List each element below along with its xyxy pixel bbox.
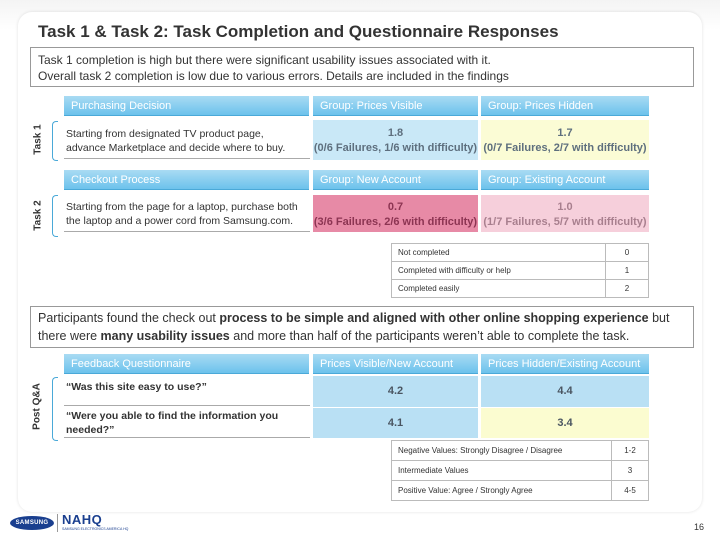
- qa-q2-line-2: needed?”: [66, 424, 115, 436]
- legend-label: Positive Value: Agree / Strongly Agree: [392, 481, 612, 501]
- page-number: 16: [693, 522, 704, 532]
- summary-box: [30, 47, 694, 87]
- legend-label: Completed with difficulty or help: [392, 262, 606, 280]
- legend-row: [392, 244, 649, 262]
- legend-row: [392, 280, 649, 298]
- legend-value: 1: [606, 262, 649, 280]
- task2-group-b-result: [481, 195, 649, 232]
- legend-value: 0: [606, 244, 649, 262]
- summary-line-2: Overall task 2 completion is low due to various errors. Details are included in the findings: [38, 69, 509, 83]
- findings-text-3: and more than half of the participants weren’t able to complete the task.: [229, 329, 630, 343]
- legend-value: 4-5: [612, 481, 649, 501]
- task1-brace: [52, 121, 58, 161]
- task1-side-label: Task 1: [32, 124, 44, 155]
- nahq-logo: NAHQ: [62, 512, 103, 527]
- qa-side-label: Post Q&A: [31, 383, 43, 430]
- legend-row: [392, 441, 649, 461]
- findings-text-2: but there were: [38, 311, 670, 343]
- samsung-logo: SAMSUNG: [10, 516, 54, 530]
- footer-divider: [57, 514, 58, 532]
- legend-label: Negative Values: Strongly Disagree / Disagree: [392, 441, 612, 461]
- qa-col-a-header: Prices Visible/New Account: [313, 354, 478, 374]
- findings-bold-2: many usability issues: [100, 329, 230, 343]
- task2-brace: [52, 195, 58, 237]
- legend-row: [392, 461, 649, 481]
- legend-label: Completed easily: [392, 280, 606, 298]
- task1-a-detail: (0/6 Failures, 1/6 with difficulty): [313, 142, 478, 154]
- task1-group-b-header: Group: Prices Hidden: [481, 96, 649, 116]
- findings-text-1: Participants found the check out: [38, 311, 220, 325]
- task1-b-detail: (0/7 Failures, 2/7 with difficulty): [483, 142, 647, 154]
- task2-side-label: Task 2: [32, 200, 44, 231]
- task1-group-a-result: [313, 120, 478, 160]
- task2-group-b-header: Group: Existing Account: [481, 170, 649, 190]
- qa-question-2: [64, 408, 310, 438]
- legend-row: [392, 262, 649, 280]
- qa-brace: [52, 377, 58, 441]
- task2-a-value: 0.7: [387, 201, 404, 213]
- task2-desc-line-1: Starting from the page for a laptop, purchase both: [66, 201, 298, 213]
- completion-legend: [391, 243, 649, 298]
- nahq-subtitle: SAMSUNG ELECTRONICS AMERICA HQ: [62, 527, 129, 531]
- page-title: Task 1 & Task 2: Task Completion and Questionnaire Responses: [38, 22, 559, 41]
- qa-q2-col-b: 3.4: [481, 408, 649, 438]
- qa-q1-col-b: 4.4: [481, 376, 649, 407]
- findings-bold-1: process to be simple and aligned with other online shopping experience: [219, 311, 649, 325]
- legend-label: Intermediate Values: [392, 461, 612, 481]
- qa-q1-col-a: 4.2: [313, 376, 478, 407]
- task2-a-detail: (3/6 Failures, 2/6 with difficulty): [313, 216, 478, 228]
- questionnaire-legend: [391, 440, 649, 501]
- legend-label: Not completed: [392, 244, 606, 262]
- qa-q2-line-1: “Were you able to find the information you: [66, 410, 279, 422]
- findings-box: [30, 306, 694, 348]
- qa-question-1: “Was this site easy to use?”: [64, 378, 310, 406]
- legend-value: 1-2: [612, 441, 649, 461]
- task1-group-b-result: [481, 120, 649, 160]
- task2-group-a-result: [313, 195, 478, 232]
- task2-description: [64, 200, 310, 232]
- task1-desc-line-2: advance Marketplace and decide where to buy.: [66, 142, 286, 154]
- task1-description: [64, 127, 310, 159]
- summary-line-1: Task 1 completion is high but there were significant usability issues associated with it.: [38, 53, 491, 67]
- qa-q2-col-a: 4.1: [313, 408, 478, 438]
- task1-header: Purchasing Decision: [64, 96, 309, 116]
- task2-b-detail: (1/7 Failures, 5/7 with difficulty): [483, 216, 647, 228]
- task1-a-value: 1.8: [387, 127, 404, 139]
- task2-header: Checkout Process: [64, 170, 309, 190]
- task1-group-a-header: Group: Prices Visible: [313, 96, 478, 116]
- legend-row: [392, 481, 649, 501]
- task2-group-a-header: Group: New Account: [313, 170, 478, 190]
- qa-header: Feedback Questionnaire: [64, 354, 309, 374]
- task2-desc-line-2: the laptop and a power cord from Samsung.com.: [66, 215, 294, 227]
- legend-value: 2: [606, 280, 649, 298]
- task1-desc-line-1: Starting from designated TV product page,: [66, 128, 264, 140]
- task1-b-value: 1.7: [557, 127, 573, 139]
- legend-value: 3: [612, 461, 649, 481]
- qa-col-b-header: Prices Hidden/Existing Account: [481, 354, 649, 374]
- task2-b-value: 1.0: [557, 201, 573, 213]
